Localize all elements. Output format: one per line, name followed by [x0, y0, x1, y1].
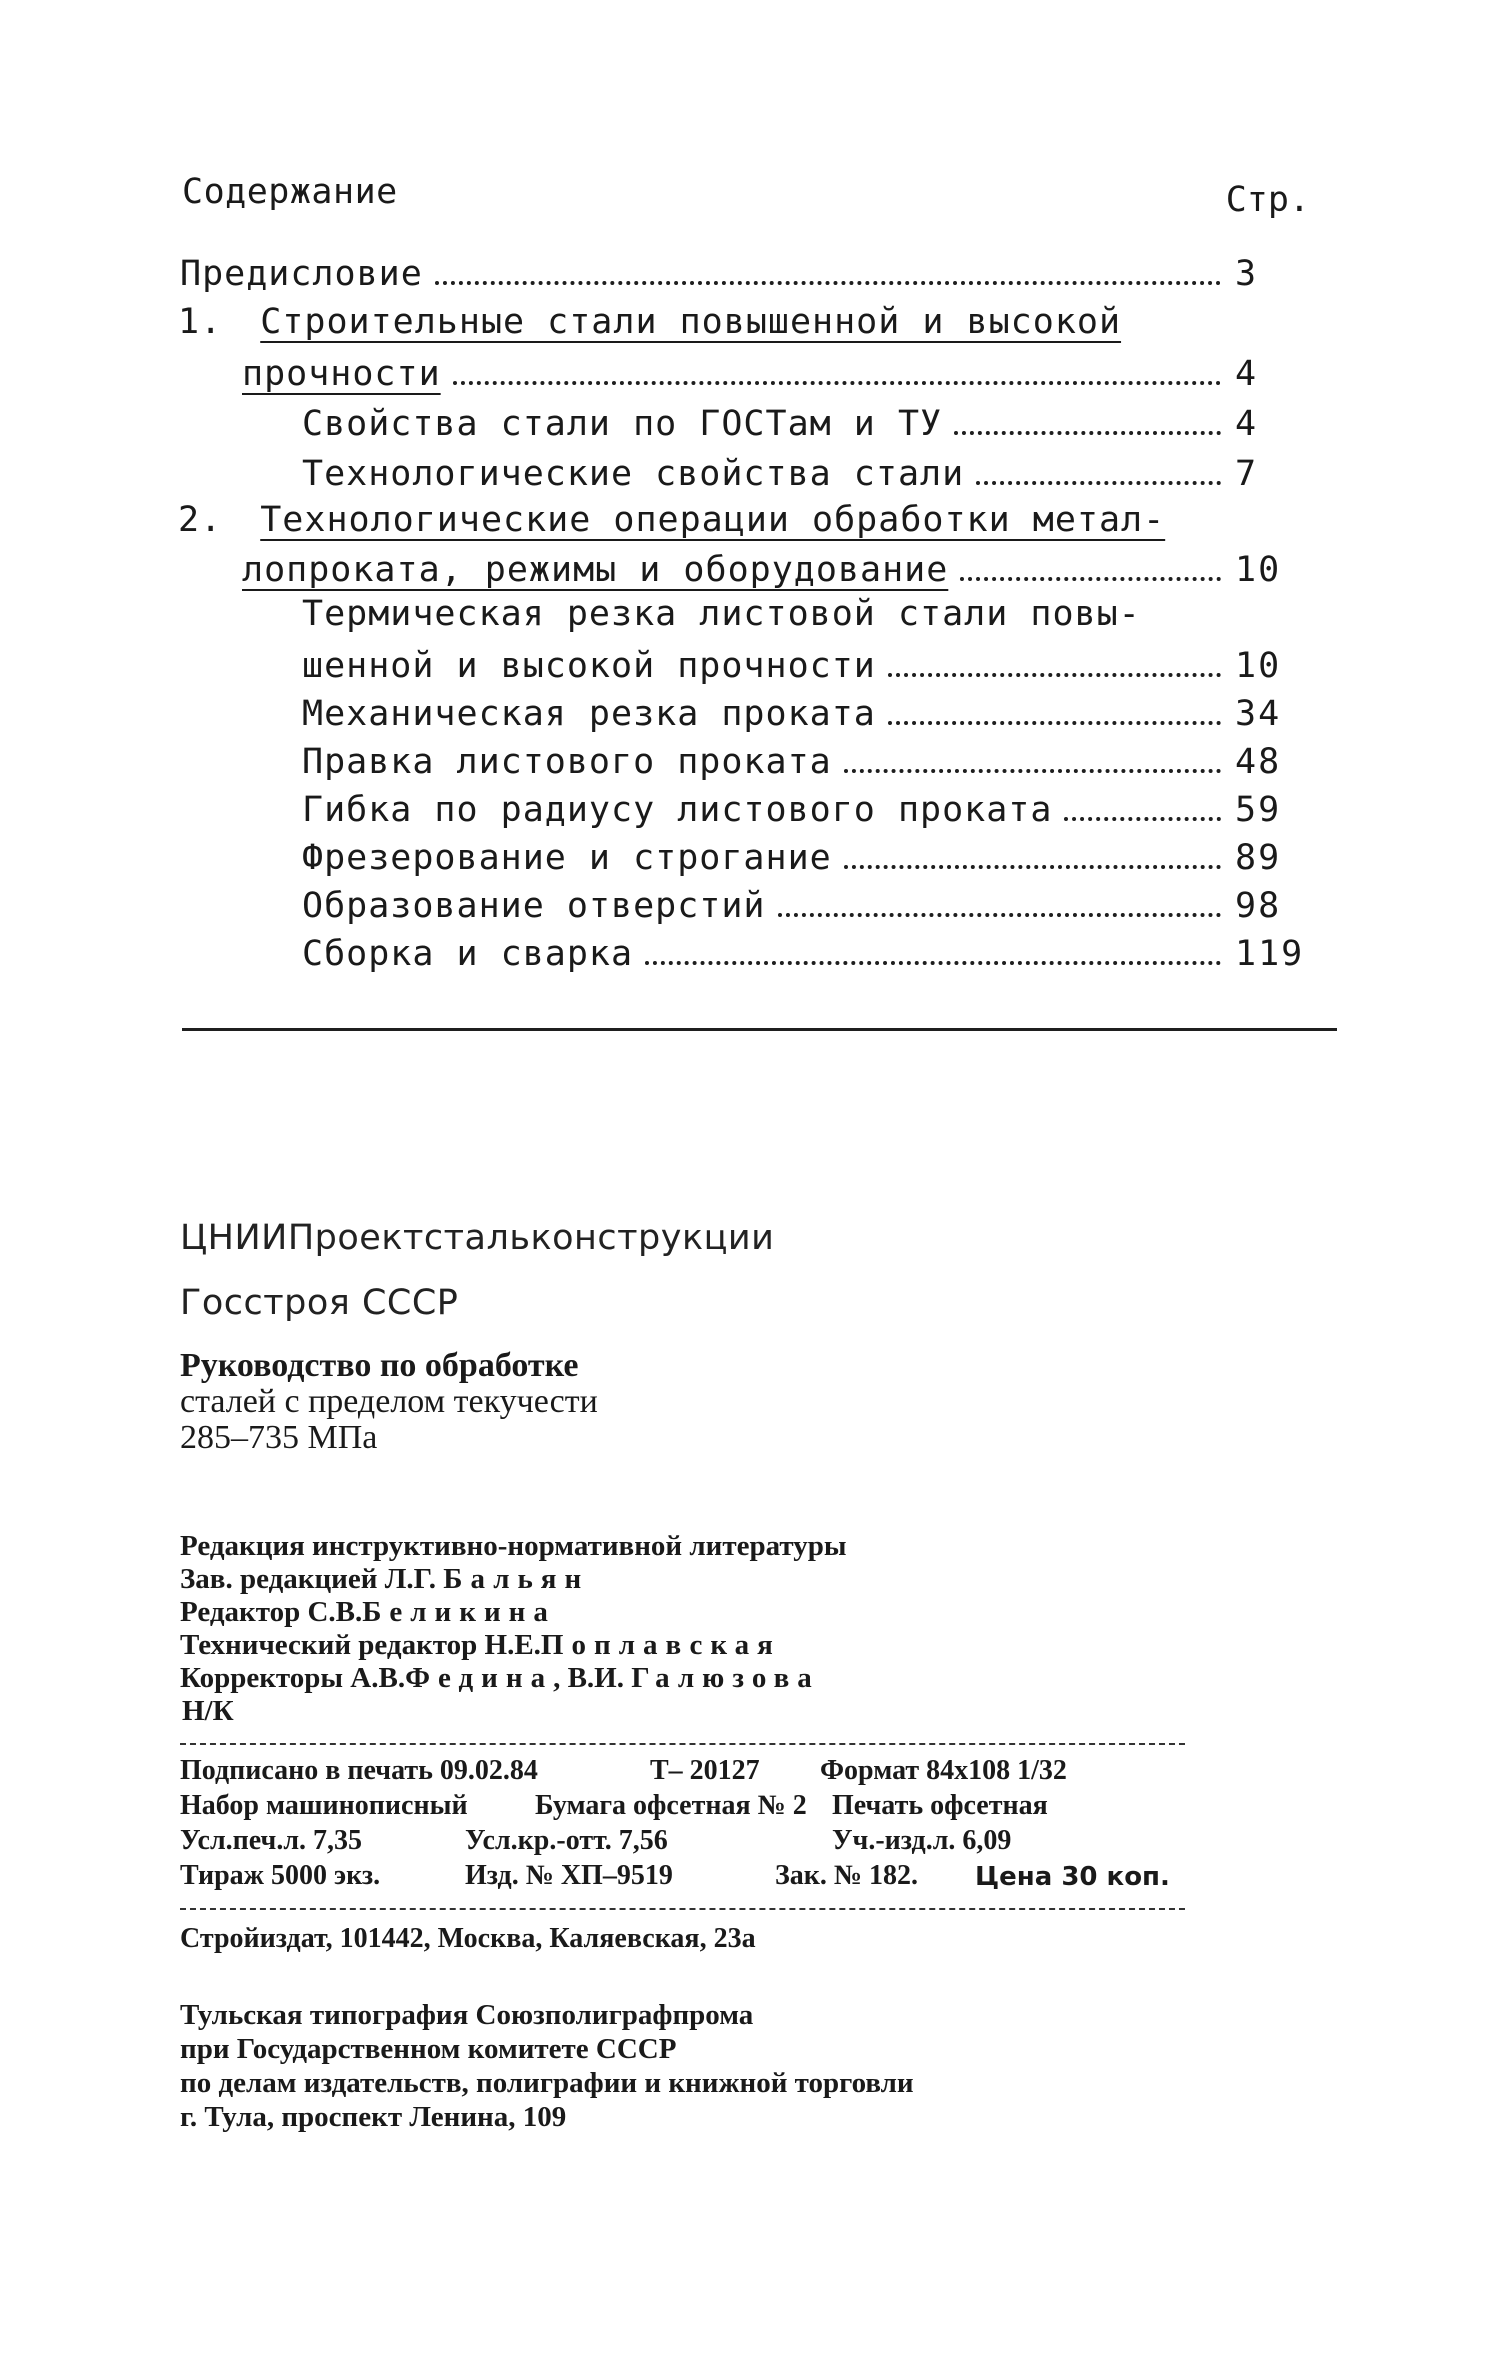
- price: Цена 30 коп.: [975, 1862, 1170, 1892]
- typeset-method: Набор машинописный: [180, 1790, 468, 1821]
- printed-sheets: Усл.печ.л. 7,35: [180, 1825, 363, 1856]
- nk-mark: Н/К: [182, 1695, 234, 1727]
- dot-leader: [976, 481, 1221, 485]
- signed-date: Подписано в печать 09.02.84: [180, 1755, 538, 1786]
- credit-role: , В.И.: [553, 1662, 624, 1694]
- toc-entry-1-2: [302, 448, 1259, 494]
- dot-leader: [645, 961, 1221, 965]
- toc-entry-page: 48: [1235, 742, 1282, 782]
- dot-leader: [1064, 817, 1221, 821]
- toc-entry-page: 10: [1235, 646, 1282, 686]
- toc-chapter-1-line1: [178, 302, 1121, 348]
- print-run: Тираж 5000 экз.: [180, 1860, 381, 1891]
- toc-entry-page: 10: [1235, 550, 1282, 590]
- printer-info: [180, 1998, 914, 2134]
- toc-header: [180, 172, 1330, 232]
- edition-number: Изд. № ХП–9519: [465, 1860, 673, 1891]
- chapter-title: Строительные стали повышенной и высокой: [260, 302, 1122, 342]
- dot-leader: [453, 381, 1221, 385]
- dot-leader: [435, 281, 1221, 285]
- toc-entry-label: Предисловие: [180, 254, 423, 294]
- t-number: Т– 20127: [650, 1755, 760, 1786]
- dot-leader: [888, 673, 1221, 677]
- editor: [180, 1596, 846, 1629]
- dot-leader: [960, 577, 1221, 581]
- chapter-title: Технологические операции обработки метал-: [260, 500, 1166, 540]
- toc-entry-label: Механическая резка проката: [302, 694, 876, 734]
- printer-line: при Государственном комитете СССР: [180, 2033, 677, 2065]
- toc-heading: Содержание: [182, 172, 398, 212]
- organization-affiliation: Госстроя СССР: [180, 1283, 459, 1323]
- toc-chapter-2-line2: [242, 544, 1282, 590]
- order-number: Зак. № 182.: [775, 1860, 919, 1891]
- toc-entry-page: 4: [1235, 354, 1259, 394]
- format: Формат 84х108 1/32: [820, 1755, 1067, 1786]
- head-of-editorial: [180, 1563, 846, 1596]
- credit-role: Зав. редакцией Л.Г.: [180, 1563, 437, 1595]
- toc-entry-label: Правка листового проката: [302, 742, 832, 782]
- toc-chapter-1-line2: [242, 348, 1259, 394]
- toc-entry-1-1: [302, 398, 1259, 444]
- title-line: сталей с пределом текучести: [180, 1383, 598, 1420]
- toc-entry-2-7: [302, 928, 1305, 974]
- chapter-title-cont: лопроката, режимы и оборудование: [242, 550, 949, 590]
- toc-entry-preface: [180, 248, 1259, 294]
- credit-role: Технический редактор Н.Е.: [180, 1629, 541, 1661]
- toc-page-heading: Стр.: [1225, 180, 1310, 220]
- toc-entry-page: 34: [1235, 694, 1282, 734]
- toc-chapter-2-line1: [178, 500, 1165, 546]
- credit-name: Федина: [405, 1662, 554, 1694]
- printer-line: г. Тула, проспект Ленина, 109: [180, 2101, 567, 2133]
- technical-editor: [180, 1629, 846, 1662]
- title-line: 285–735 МПа: [180, 1419, 378, 1456]
- color-impressions: Усл.кр.-отт. 7,56: [465, 1825, 668, 1856]
- printing-method: Печать офсетная: [832, 1790, 1048, 1821]
- dot-leader: [954, 431, 1221, 435]
- toc-entry-label: Гибка по радиусу листового проката: [302, 790, 1053, 830]
- toc-entry-2-3: [302, 736, 1282, 782]
- credit-name: Беликина: [362, 1596, 556, 1628]
- book-title: [180, 1348, 598, 1456]
- editorial-credits: [180, 1530, 846, 1728]
- toc-entry-page: 59: [1235, 790, 1282, 830]
- toc-entry-2-6: [302, 880, 1282, 926]
- toc-entry-2-1: [302, 640, 1282, 686]
- toc-entry-2-2: [302, 688, 1282, 734]
- toc-entry-page: 98: [1235, 886, 1282, 926]
- organization-name: ЦНИИПроектстальконструкции: [180, 1218, 775, 1258]
- chapter-number: 1.: [178, 302, 223, 342]
- paper-type: Бумага офсетная № 2: [535, 1790, 807, 1821]
- toc-entry-label: Технологические свойства стали: [302, 454, 965, 494]
- toc-entry-label: Сборка и сварка: [302, 934, 634, 974]
- credit-name: Бальян: [443, 1563, 590, 1595]
- dot-leader: [844, 865, 1221, 869]
- printer-line: по делам издательств, полиграфии и книжной торговли: [180, 2067, 914, 2099]
- toc-entry-2-1-line1: Термическая резка листовой стали повы-: [302, 594, 1141, 634]
- chapter-title-cont: прочности: [242, 354, 441, 394]
- toc-entry-page: 4: [1235, 404, 1259, 444]
- toc-entry-page: 119: [1235, 934, 1305, 974]
- credit-role: Корректоры А.В.: [180, 1662, 406, 1694]
- toc-entry-page: 7: [1235, 454, 1259, 494]
- credit-name: Поплавская: [540, 1629, 781, 1661]
- dot-leader: [888, 721, 1221, 725]
- proofreaders: [180, 1662, 846, 1695]
- toc-entry-label: шенной и высокой прочности: [302, 646, 876, 686]
- publisher-address: Стройиздат, 101442, Москва, Каляевская, 23а: [180, 1923, 756, 1954]
- toc-entry-label: Фрезерование и строгание: [302, 838, 832, 878]
- toc-entry-label: Образование отверстий: [302, 886, 766, 926]
- publisher-sheets: Уч.-изд.л. 6,09: [832, 1825, 1012, 1856]
- credit-role: Редактор С.В.: [180, 1596, 363, 1628]
- toc-entry-page: 89: [1235, 838, 1282, 878]
- toc-entry-2-5: [302, 832, 1282, 878]
- dashed-divider: [180, 1743, 1185, 1745]
- dot-leader: [844, 769, 1221, 773]
- toc-entry-2-4: [302, 784, 1282, 830]
- dashed-divider: [180, 1908, 1185, 1910]
- toc-entry-label: Свойства стали по ГОСТам и ТУ: [302, 404, 943, 444]
- chapter-number: 2.: [178, 500, 223, 540]
- editorial-office: Редакция инструктивно-нормативной литературы: [180, 1530, 847, 1562]
- printer-line: Тульская типография Союзполиграфпрома: [180, 1999, 754, 2031]
- dot-leader: [778, 913, 1221, 917]
- title-line-bold: Руководство по обработке: [180, 1347, 579, 1384]
- section-divider: [182, 1028, 1337, 1031]
- toc-entry-page: 3: [1235, 254, 1259, 294]
- credit-name: Галюзова: [631, 1662, 820, 1694]
